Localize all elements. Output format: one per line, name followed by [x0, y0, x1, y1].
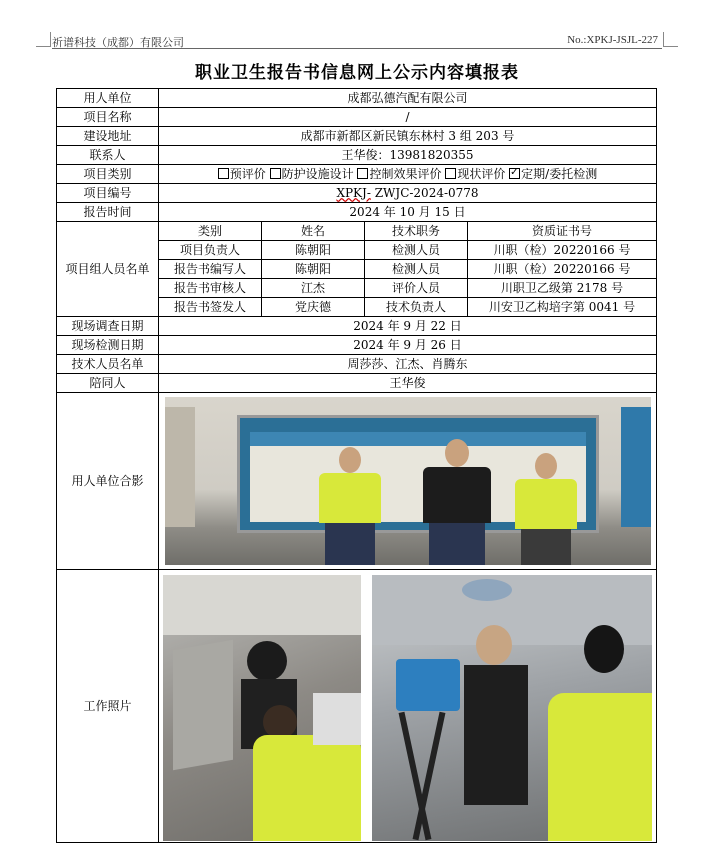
team-cell: 川安卫乙构培字第 0041 号: [468, 298, 657, 317]
report-time-label: 报告时间: [57, 203, 159, 222]
team-cell: 川职卫乙级第 2178 号: [468, 279, 657, 298]
team-cell: 陈朝阳: [262, 241, 365, 260]
checkbox-icon: [445, 168, 456, 179]
team-header-cell: 技术职务: [365, 222, 468, 241]
row-group-photo: [57, 393, 657, 570]
category-option: 现状评价: [445, 167, 505, 181]
team-header-cell: 姓名: [262, 222, 365, 241]
row-address: [57, 127, 657, 146]
project-no-prefix: XPKJ-: [336, 185, 371, 200]
survey-date-value: 2024 年 9 月 22 日: [159, 317, 657, 336]
team-header-cell: 资质证书号: [468, 222, 657, 241]
document-number: No.:XPKJ-JSJL-227: [567, 34, 658, 46]
crop-mark-left: [36, 32, 51, 47]
header-divider: [52, 48, 662, 49]
work-photo-cell: [159, 570, 657, 843]
row-report-time: [57, 203, 657, 222]
row-category: [57, 165, 657, 184]
category-option: 控制效果评价: [357, 167, 441, 181]
team-cell: 川职（检）20220166 号: [468, 241, 657, 260]
test-date-value: 2024 年 9 月 26 日: [159, 336, 657, 355]
company-header: 祈谱科技（成都）有限公司: [52, 36, 184, 49]
row-test-date: [57, 336, 657, 355]
category-label: 项目类别: [57, 165, 159, 184]
project-name-label: 项目名称: [57, 108, 159, 127]
checked-checkbox-icon: [509, 168, 520, 179]
address-value: 成都市新都区新民镇东林村 3 组 203 号: [159, 127, 657, 146]
team-cell: 报告书签发人: [159, 298, 262, 317]
team-cell: 项目负责人: [159, 241, 262, 260]
group-photo-label: 用人单位合影: [57, 393, 159, 570]
project-no-label: 项目编号: [57, 184, 159, 203]
category-option: 预评价: [218, 167, 266, 181]
person-figure: [503, 453, 589, 565]
escort-label: 陪同人: [57, 374, 159, 393]
group-photo: [165, 397, 651, 565]
row-escort: [57, 374, 657, 393]
team-cell: 川职（检）20220166 号: [468, 260, 657, 279]
team-label: 项目组人员名单: [57, 222, 159, 317]
tech-staff-label: 技术人员名单: [57, 355, 159, 374]
survey-date-label: 现场调查日期: [57, 317, 159, 336]
wall-panel: [621, 407, 651, 527]
wall-panel: [165, 407, 195, 527]
checkbox-icon: [357, 168, 368, 179]
person-figure: [305, 447, 395, 565]
checkbox-icon: [218, 168, 229, 179]
employer-label: 用人单位: [57, 89, 159, 108]
contact-label: 联系人: [57, 146, 159, 165]
category-option: ✓ 定期/委托检测: [509, 167, 597, 181]
work-photo: [163, 575, 361, 841]
row-project-no: [57, 184, 657, 203]
checkbox-icon: [270, 168, 281, 179]
team-cell: 报告书编写人: [159, 260, 262, 279]
category-option: 防护设施设计: [270, 167, 354, 181]
info-form-table: [56, 88, 657, 843]
contact-value: 王华俊：13981820355: [159, 146, 657, 165]
row-work-photo: [57, 570, 657, 843]
project-no-value: [159, 184, 657, 203]
row-survey-date: [57, 317, 657, 336]
work-photo-label: 工作照片: [57, 570, 159, 843]
team-cell: 江杰: [262, 279, 365, 298]
address-label: 建设地址: [57, 127, 159, 146]
test-date-label: 现场检测日期: [57, 336, 159, 355]
crop-mark-right: [663, 32, 678, 47]
team-header-row: [57, 222, 657, 241]
team-cell: 陈朝阳: [262, 260, 365, 279]
category-options: [159, 165, 657, 184]
group-photo-cell: [159, 393, 657, 570]
tech-staff-value: 周莎莎、江杰、肖腾东: [159, 355, 657, 374]
work-photo: [372, 575, 652, 841]
team-header-cell: 类别: [159, 222, 262, 241]
team-cell: 检测人员: [365, 260, 468, 279]
escort-value: 王华俊: [159, 374, 657, 393]
row-tech-staff: [57, 355, 657, 374]
person-figure: [409, 439, 505, 565]
report-time-value: 2024 年 10 月 15 日: [159, 203, 657, 222]
team-cell: 评价人员: [365, 279, 468, 298]
team-cell: 党庆德: [262, 298, 365, 317]
team-cell: 报告书审核人: [159, 279, 262, 298]
row-project-name: [57, 108, 657, 127]
row-employer: [57, 89, 657, 108]
team-cell: 技术负责人: [365, 298, 468, 317]
team-cell: 检测人员: [365, 241, 468, 260]
employer-value: 成都弘德汽配有限公司: [159, 89, 657, 108]
project-no-rest: ZWJC-2024-0778: [370, 185, 479, 200]
project-name-value: /: [159, 108, 657, 127]
row-contact: [57, 146, 657, 165]
page-title: 职业卫生报告书信息网上公示内容填报表: [195, 63, 519, 83]
